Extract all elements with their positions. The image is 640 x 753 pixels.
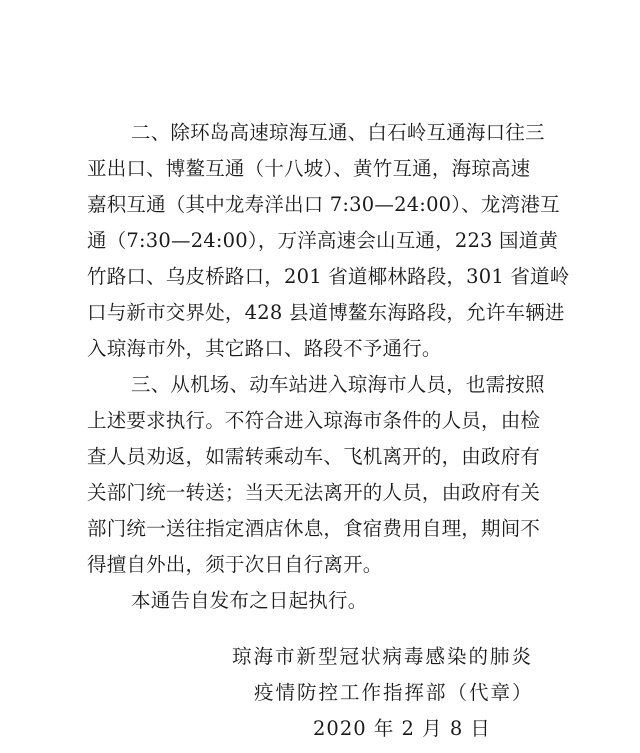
paragraph-3-line-6: 得擅自外出，须于次日自行离开。 <box>87 553 383 576</box>
issuer-name-line-1: 琼海市新型冠状病毒感染的肺炎 <box>232 645 534 668</box>
issuer-name-line-2: 疫情防控工作指挥部（代章） <box>254 681 534 704</box>
paragraph-3-line-2: 上述要求执行。不符合进入琼海市条件的人员，由检 <box>87 409 541 432</box>
paragraph-3-line-5: 部门统一送往指定酒店休息，食宿费用自理，期间不 <box>87 517 541 540</box>
paragraph-2-line-1: 二、除环岛高速琼海互通、白石岭互通海口往三 <box>131 121 545 144</box>
paragraph-2-line-3: 嘉积互通（其中龙寿洋出口 7:30—24:00）、龙湾港互 <box>87 193 560 216</box>
paragraph-3-line-1: 三、从机场、动车站进入琼海市人员，也需按照 <box>131 373 545 396</box>
paragraph-2-line-5: 竹路口、乌皮桥路口，201 省道椰林路段，301 省道岭 <box>87 265 570 288</box>
paragraph-2-line-6: 口与新市交界处，428 县道博鳌东海路段，允许车辆进 <box>87 301 565 324</box>
paragraph-3-line-4: 关部门统一转送；当天无法离开的人员，由政府有关 <box>87 481 541 504</box>
paragraph-2-line-4: 通（7:30—24:00），万洋高速会山互通，223 国道黄 <box>87 229 559 252</box>
paragraph-4-line-1: 本通告自发布之日起执行。 <box>131 589 368 612</box>
issue-date: 2020 年 2 月 8 日 <box>313 717 491 740</box>
paragraph-2-line-2: 亚出口、博鳌互通（十八坡）、黄竹互通，海琼高速 <box>87 157 531 180</box>
paragraph-2-line-7: 入琼海市外，其它路口、路段不予通行。 <box>87 337 442 360</box>
paragraph-3-line-3: 查人员劝返，如需转乘动车、飞机离开的，由政府有 <box>87 445 541 468</box>
